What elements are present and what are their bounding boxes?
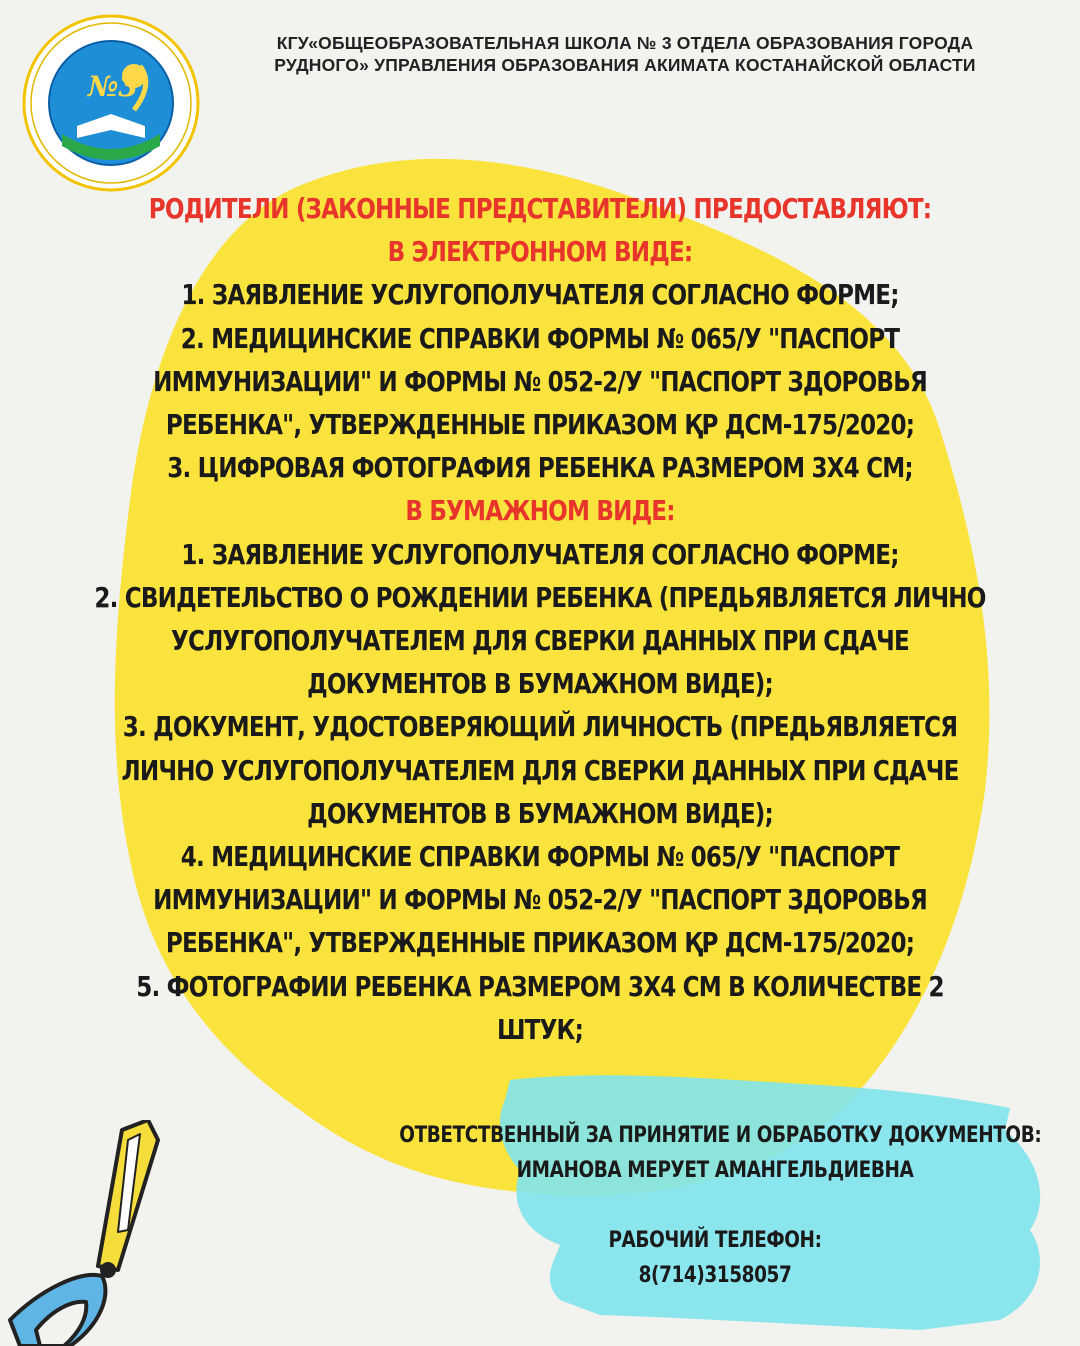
paper-line: РЕБЕНКА", УТВЕРЖДЕННЫЕ ПРИКАЗОМ ҚР ДСМ-175/2020; [165, 927, 915, 960]
paper-line: 1. ЗАЯВЛЕНИЕ УСЛУГОПОЛУЧАТЕЛЯ СОГЛАСНО ФОРМЕ; [181, 538, 899, 571]
paper-line: ШТУК; [496, 1013, 584, 1046]
paper-line: ДОКУМЕНТОВ В БУМАЖНОМ ВИДЕ); [307, 668, 773, 701]
header-line-2: РУДНОГО» УПРАВЛЕНИЯ ОБРАЗОВАНИЯ АКИМАТА КОСТАНАЙСКОЙ ОБЛАСТИ [274, 55, 976, 75]
paper-line: 3. ДОКУМЕНТ, УДОСТОВЕРЯЮЩИЙ ЛИЧНОСТЬ (ПРЕДЬЯВЛЯЕТСЯ [122, 711, 958, 744]
header-line-1: КГУ«ОБЩЕОБРАЗОВАТЕЛЬНАЯ ШКОЛА № 3 ОТДЕЛА ОБРАЗОВАНИЯ ГОРОДА [276, 33, 974, 53]
electronic-line: ИММУНИЗАЦИИ" И ФОРМЫ № 052-2/У "ПАСПОРТ ЗДОРОВЬЯ [153, 365, 927, 398]
paper-line: УСЛУГОПОЛУЧАТЕЛЕМ ДЛЯ СВЕРКИ ДАННЫХ ПРИ СДАЧЕ [171, 625, 909, 658]
contact-block [399, 1118, 1042, 1293]
paper-line: ИММУНИЗАЦИИ" И ФОРМЫ № 052-2/У "ПАСПОРТ ЗДОРОВЬЯ [153, 884, 927, 917]
paper-line: ЛИЧНО УСЛУГОПОЛУЧАТЕЛЕМ ДЛЯ СВЕРКИ ДАННЫХ ПРИ СДАЧЕ [121, 754, 959, 787]
responsible-label: ОТВЕТСТВЕННЫЙ ЗА ПРИНЯТИЕ И ОБРАБОТКУ ДОКУМЕНТОВ: [399, 1122, 1042, 1148]
paper-line: 4. МЕДИЦИНСКИЕ СПРАВКИ ФОРМЫ № 065/У "ПАСПОРТ [180, 841, 900, 874]
scissors-icon [0, 1120, 260, 1346]
phone-number: 8(714)3158057 [638, 1262, 792, 1288]
electronic-line: 3. ЦИФРОВАЯ ФОТОГРАФИЯ РЕБЕНКА РАЗМЕРОМ 3Х4 СМ; [167, 452, 913, 485]
paper-line: 2. СВИДЕТЕЛЬСТВО О РОЖДЕНИИ РЕБЕНКА (ПРЕДЬЯВЛЯЕТСЯ ЛИЧНО [94, 581, 986, 614]
requirements-title: РОДИТЕЛИ (ЗАКОННЫЕ ПРЕДСТАВИТЕЛИ) ПРЕДОСТАВЛЯЮТ: [148, 193, 932, 225]
paper-line: ДОКУМЕНТОВ В БУМАЖНОМ ВИДЕ); [307, 797, 773, 830]
logo-number: №3 [88, 70, 138, 103]
paper-heading: В БУМАЖНОМ ВИДЕ: [405, 495, 675, 528]
school-header [215, 32, 1035, 76]
school-emblem-icon [22, 14, 200, 192]
electronic-line: 1. ЗАЯВЛЕНИЕ УСЛУГОПОЛУЧАТЕЛЯ СОГЛАСНО ФОРМЕ; [181, 279, 899, 312]
electronic-heading: В ЭЛЕКТРОННОМ ВИДЕ: [387, 236, 693, 269]
electronic-line: РЕБЕНКА", УТВЕРЖДЕННЫЕ ПРИКАЗОМ ҚР ДСМ-175/2020; [165, 409, 915, 442]
document-requirements [86, 188, 993, 1052]
responsible-name: ИМАНОВА МЕРУЕТ АМАНГЕЛЬДИЕВНА [516, 1157, 914, 1183]
paper-line: 5. ФОТОГРАФИИ РЕБЕНКА РАЗМЕРОМ 3Х4 СМ В КОЛИЧЕСТВЕ 2 [136, 970, 944, 1003]
phone-label: РАБОЧИЙ ТЕЛЕФОН: [608, 1227, 822, 1253]
electronic-line: 2. МЕДИЦИНСКИЕ СПРАВКИ ФОРМЫ № 065/У "ПАСПОРТ [180, 322, 900, 355]
